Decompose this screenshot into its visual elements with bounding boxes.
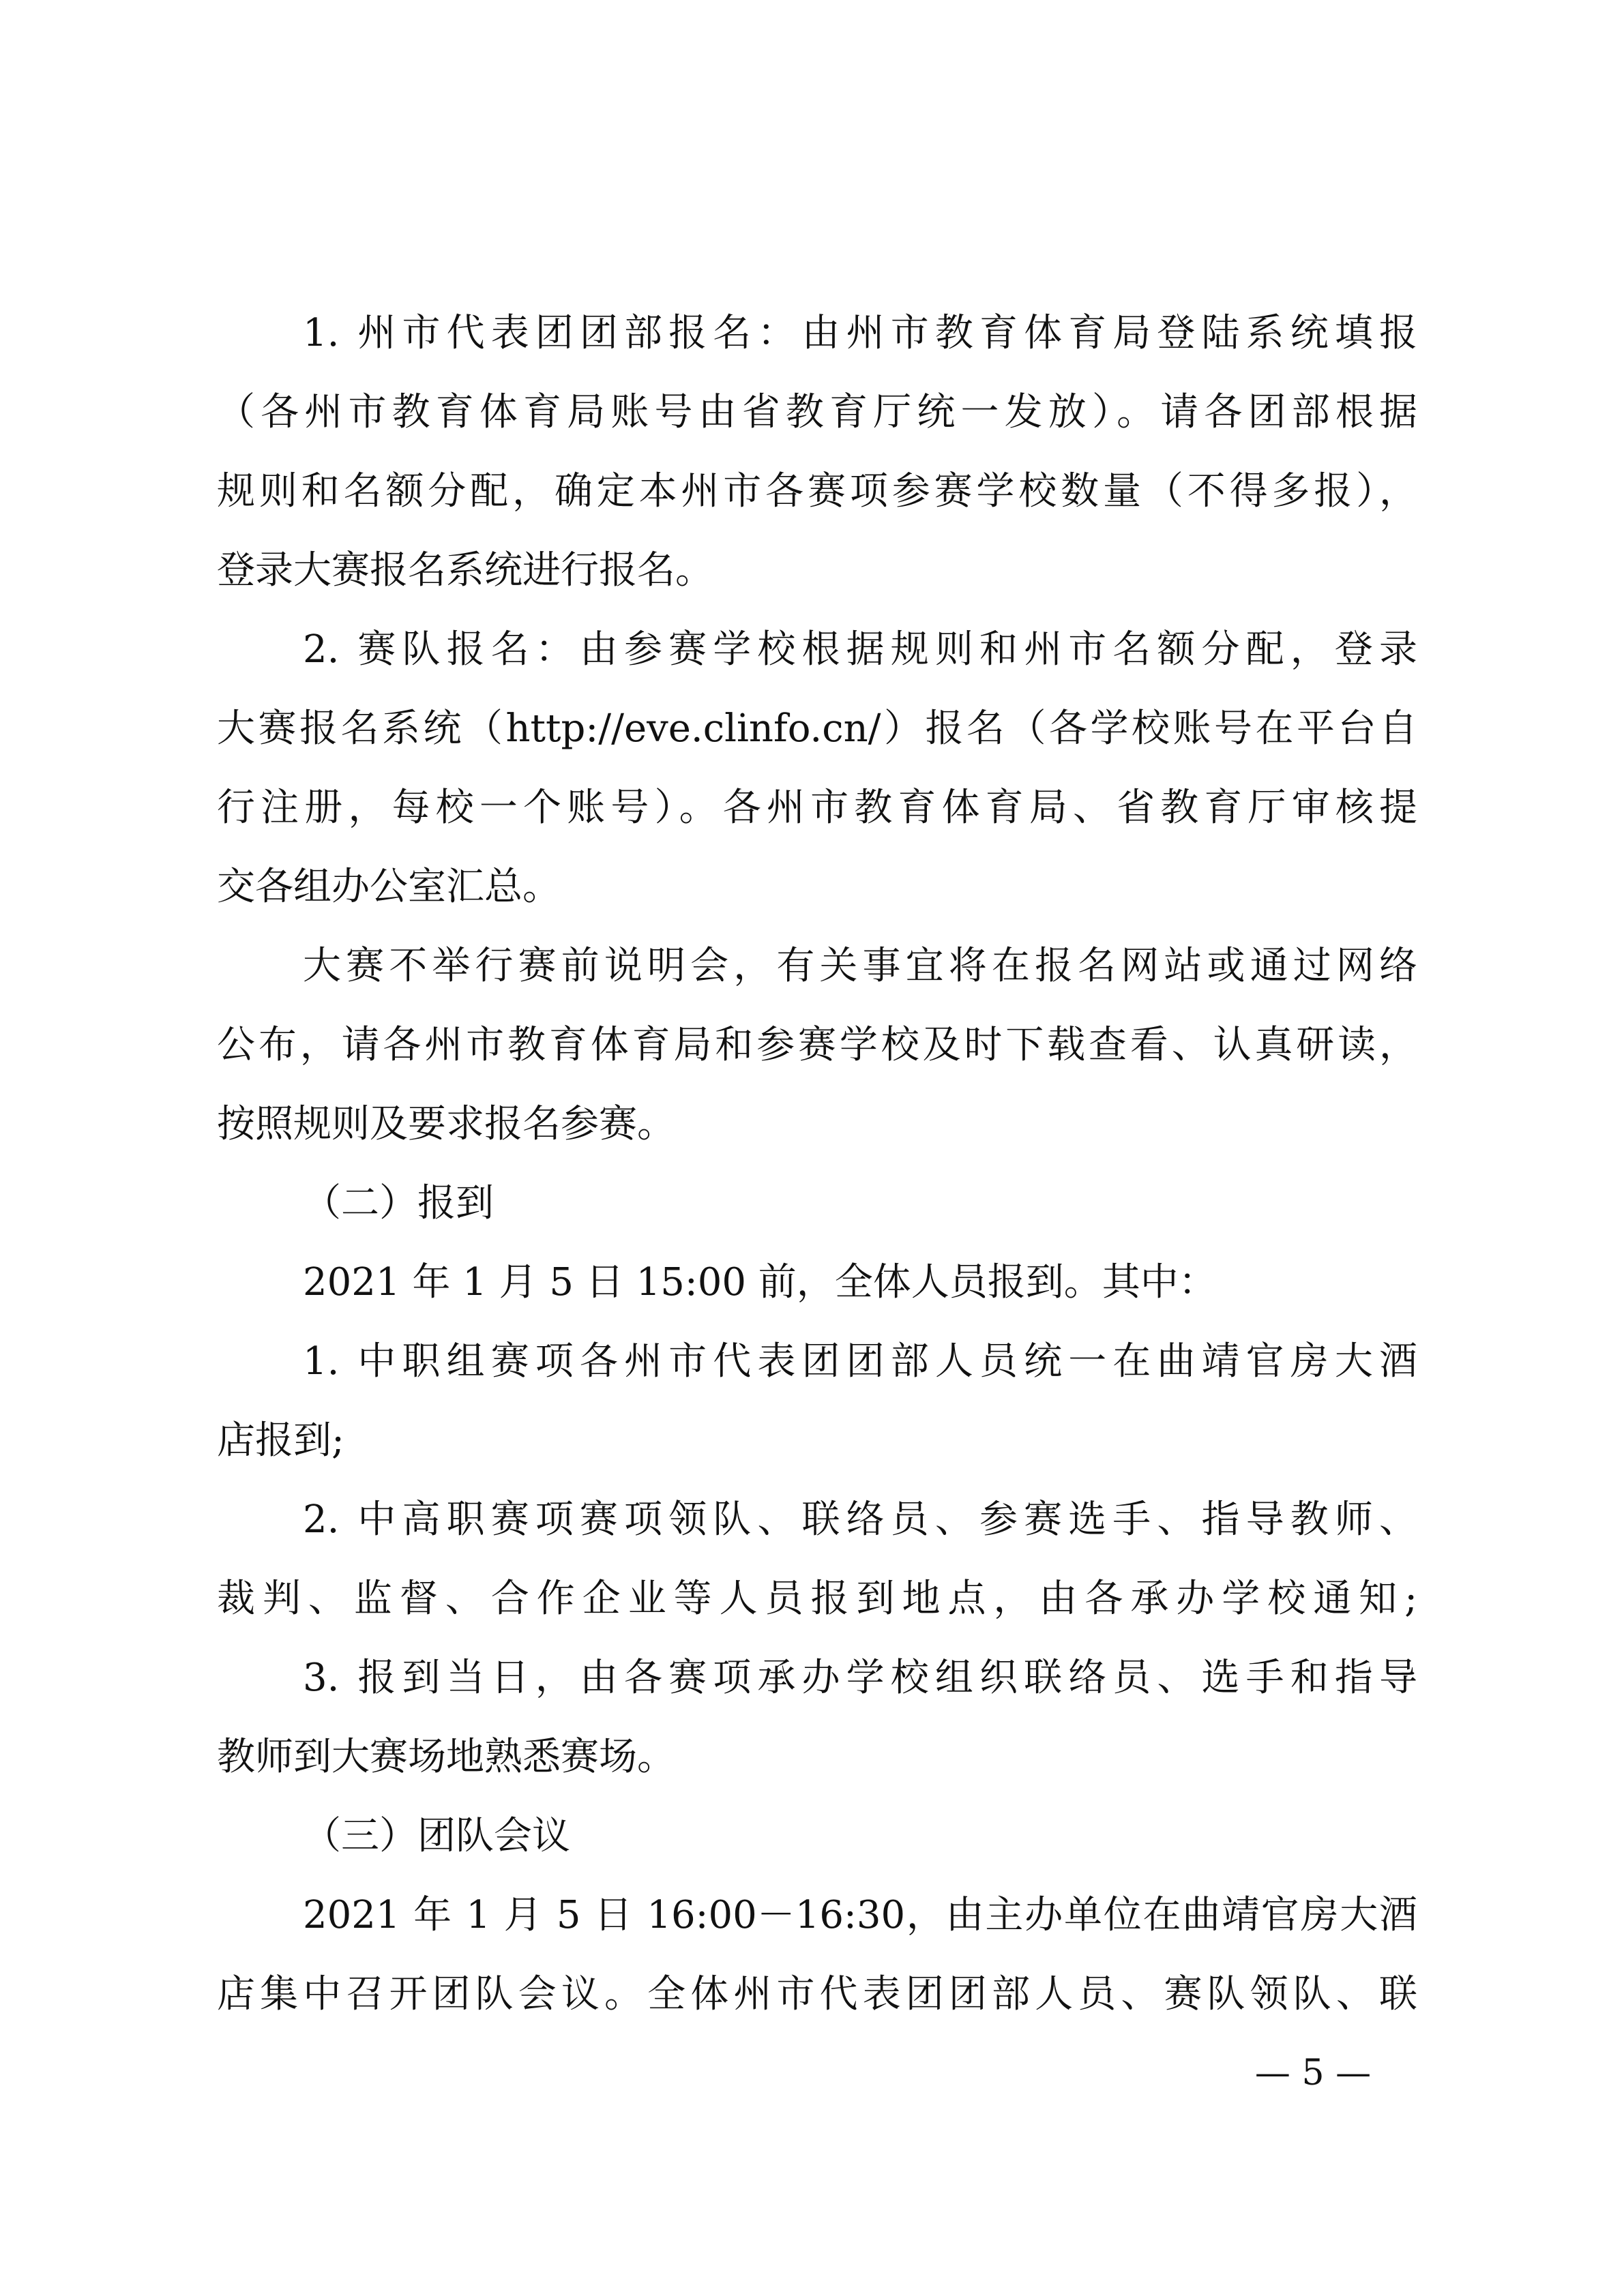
page-number: — 5 —	[1254, 2053, 1372, 2093]
text-line: 交各组办公室汇总。	[217, 865, 561, 909]
section-heading: （二）报到	[303, 1181, 494, 1225]
text-line: 2. 赛队报名：由参赛学校根据规则和州市名额分配，登录	[303, 627, 1417, 672]
text-line: 教师到大赛场地熟悉赛场。	[217, 1735, 675, 1779]
text-line: 行注册，每校一个账号）。各州市教育体育局、省教育厅审核提	[217, 786, 1417, 830]
text-line: 店集中召开团队会议。全体州市代表团团部人员、赛队领队、联	[217, 1972, 1417, 2016]
text-line: 裁判、监督、合作企业等人员报到地点，由各承办学校通知;	[217, 1577, 1417, 1621]
text-line: 2021 年 1 月 5 日 16:00－16:30，由主办单位在曲靖官房大酒	[303, 1893, 1417, 1937]
text-line: 登录大赛报名系统进行报名。	[217, 548, 713, 593]
text-line: 1. 中职组赛项各州市代表团团部人员统一在曲靖官房大酒	[303, 1339, 1417, 1384]
text-line: 大赛不举行赛前说明会，有关事宜将在报名网站或通过网络	[303, 944, 1417, 988]
text-line: 大赛报名系统（http://eve.clinfo.cn/）报名（各学校账号在平台自	[217, 706, 1417, 751]
text-line: 规则和名额分配，确定本州市各赛项参赛学校数量（不得多报），	[217, 469, 1417, 513]
text-line: 1. 州市代表团团部报名：由州市教育体育局登陆系统填报	[303, 311, 1417, 355]
text-line: 公布，请各州市教育体育局和参赛学校及时下载查看、认真研读，	[217, 1023, 1417, 1067]
text-line: 店报到;	[217, 1418, 344, 1463]
text-line: 2. 中高职赛项赛项领队、联络员、参赛选手、指导教师、	[303, 1497, 1417, 1542]
section-heading: （三）团队会议	[303, 1814, 570, 1858]
text-line: （各州市教育体育局账号由省教育厅统一发放）。请各团部根据	[217, 390, 1417, 434]
text-line: 2021 年 1 月 5 日 15:00 前，全体人员报到。其中：	[303, 1260, 1217, 1304]
text-line: 按照规则及要求报名参赛。	[217, 1102, 675, 1146]
text-line: 3. 报到当日，由各赛项承办学校组织联络员、选手和指导	[303, 1656, 1417, 1700]
